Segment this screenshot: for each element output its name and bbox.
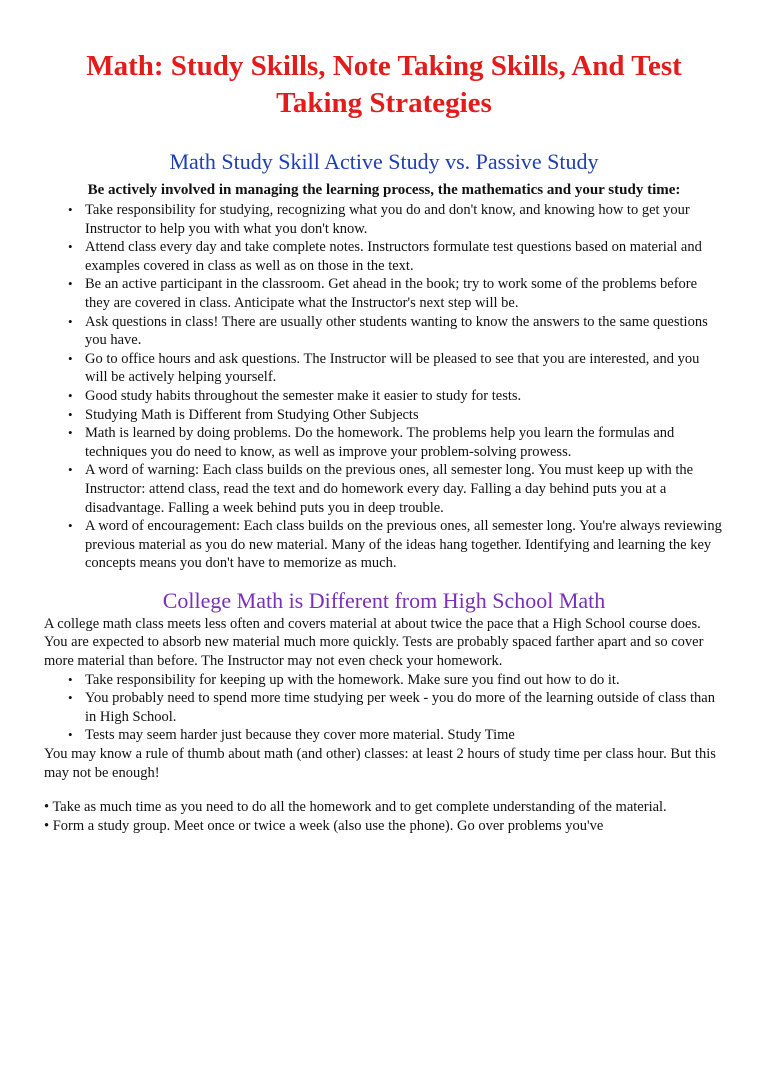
- study-time-tips: [44, 798, 724, 835]
- list-item: • A word of warning: Each class builds on the previous ones, all semester long. You must keep up with the Instructor: attend class, read the text and do homework every day. Falling a day behind puts you at a disadvantage. Falling a week behind puts you in deep trouble.: [85, 461, 724, 517]
- section-heading-active-study: Math Study Skill Active Study vs. Passive Study: [169, 149, 599, 174]
- college-math-list: [44, 671, 724, 745]
- list-item: • You probably need to spend more time studying per week - you do more of the learning outside of class than in High School.: [85, 689, 724, 726]
- list-item: • Take responsibility for studying, recognizing what you do and don't know, and knowing how to get your Instructor to help you with what you don't know.: [85, 201, 724, 238]
- list-item: • Tests may seem harder just because they cover more material. Study Time: [85, 726, 724, 745]
- college-math-paragraph: A college math class meets less often and covers material at about twice the pace that a High School course does. You are expected to absorb new material much more quickly. Tests are probably spaced farther apart and so cover more material than before. The Instructor may not even check your homework.: [44, 615, 704, 670]
- study-time-paragraph: You may know a rule of thumb about math (and other) classes: at least 2 hours of study time per class hour. But this may not be enough!: [44, 746, 716, 781]
- page-title: Math: Study Skills, Note Taking Skills, And Test Taking Strategies: [86, 50, 682, 119]
- list-item: • Be an active participant in the classroom. Get ahead in the book; try to work some of the problems before they are covered in class. Anticipate what the Instructor's next step will be.: [85, 275, 724, 312]
- list-item: • Attend class every day and take complete notes. Instructors formulate test questions based on material and examples covered in class as well as on those in the text.: [85, 238, 724, 275]
- section-intro: Be actively involved in managing the learning process, the mathematics and your study time:: [87, 182, 681, 198]
- section-heading-college-math: College Math is Different from High School Math: [162, 587, 606, 613]
- list-item: • Go to office hours and ask questions. The Instructor will be pleased to see that you are interested, and you will be actively helping yourself.: [85, 350, 724, 387]
- study-tips-list: [44, 201, 724, 573]
- list-item: • Good study habits throughout the semester make it easier to study for tests.: [85, 387, 724, 406]
- list-item: • Ask questions in class! There are usually other students wanting to know the answers to the same questions you have.: [85, 313, 724, 350]
- list-item: • Form a study group. Meet once or twice a week (also use the phone). Go over problems you've: [44, 817, 604, 834]
- list-item: • Studying Math is Different from Studying Other Subjects: [85, 406, 724, 425]
- list-item: • Take as much time as you need to do all the homework and to get complete understanding of the material.: [44, 799, 667, 816]
- list-item: • Math is learned by doing problems. Do the homework. The problems help you learn the formulas and techniques you do need to know, as well as improve your problem-solving prowess.: [85, 424, 724, 461]
- document-page: [0, 48, 768, 1072]
- list-item: • Take responsibility for keeping up with the homework. Make sure you find out how to do it.: [85, 671, 724, 690]
- list-item: • A word of encouragement: Each class builds on the previous ones, all semester long. You're always reviewing previous material as you do new material. Many of the ideas hang together. Identifying and learning the key concepts means you don't have to memorize as much.: [85, 517, 724, 573]
